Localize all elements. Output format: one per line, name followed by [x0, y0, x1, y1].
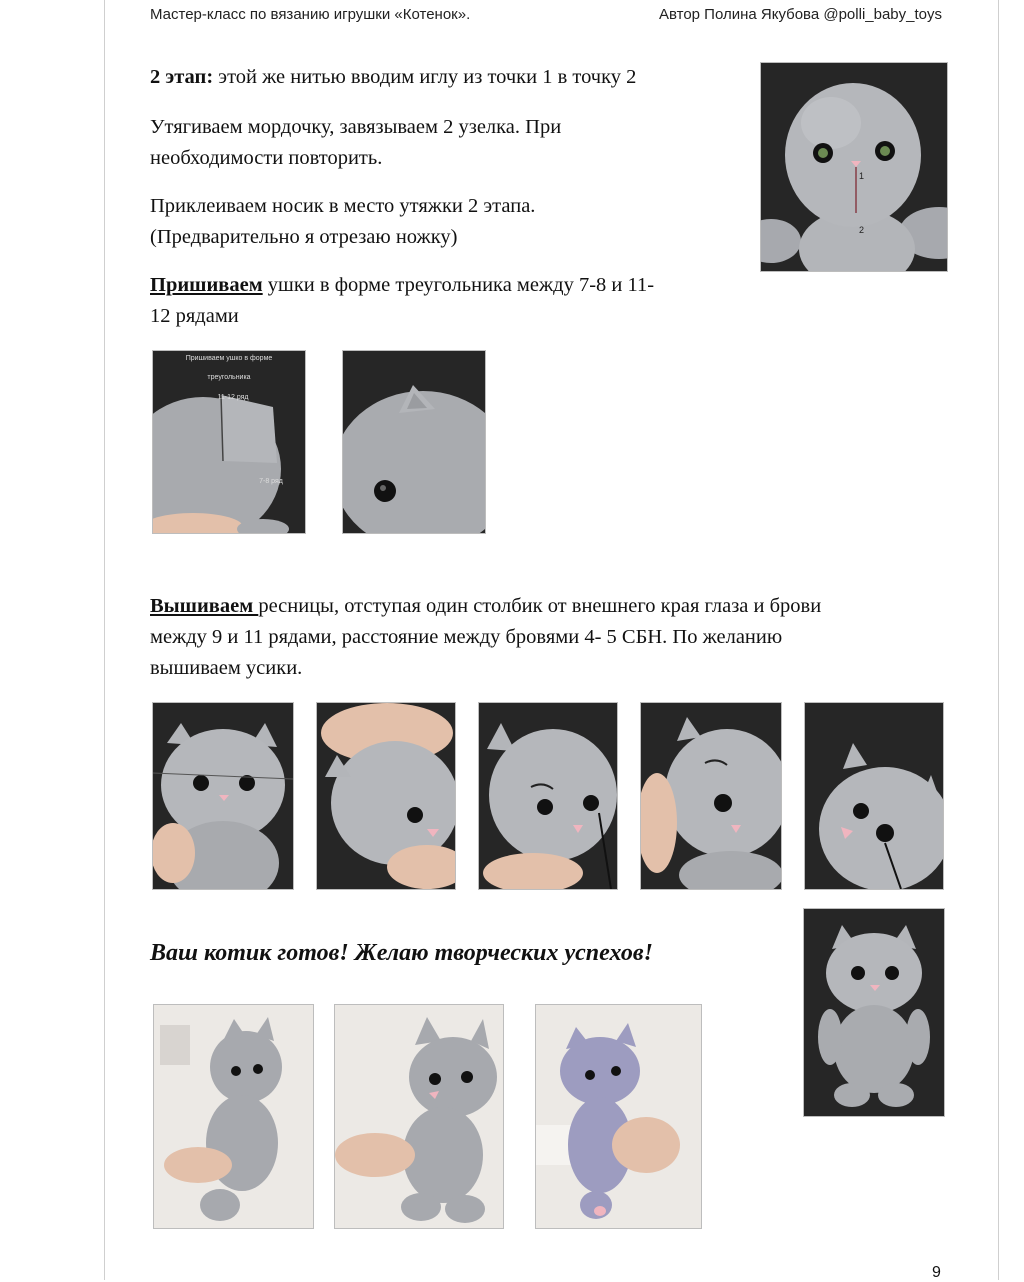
tighten-paragraph — [150, 112, 561, 174]
photo-ear-placement — [152, 350, 306, 534]
tighten-line-1: Утягиваем мордочку, завязываем 2 узелка. При — [150, 116, 562, 138]
embroidery-step-1-image — [153, 703, 293, 889]
lashes-line-3: вышиваем усики. — [150, 657, 303, 679]
photo-embroidery-step-4 — [640, 702, 782, 890]
photo-ear-sewn — [342, 350, 486, 534]
closing-message: Ваш котик готов! Желаю творческих успехов! — [150, 940, 653, 966]
ear-photo-title-2: треугольника — [207, 374, 251, 381]
finished-held-1-image — [154, 1005, 313, 1228]
lashes-paragraph — [150, 591, 821, 684]
finished-kitten-image — [804, 909, 944, 1116]
finished-held-3-image — [536, 1005, 701, 1228]
photo-embroidery-step-3 — [478, 702, 618, 890]
photo-face-points — [760, 62, 948, 272]
step2-label: 2 этап: — [150, 66, 214, 88]
step2-text: этой же нитью вводим иглу из точки 1 в точку 2 — [213, 66, 637, 88]
ear-placement-image — [153, 351, 305, 533]
ears-bold-word: Пришиваем — [150, 274, 263, 296]
ears-paragraph — [150, 270, 654, 332]
nose-line-1: Приклеиваем носик в место утяжки 2 этапа. — [150, 195, 536, 217]
ears-line-1: ушки в форме треугольника между 7-8 и 11- — [262, 274, 655, 296]
face-point-2-label: 2 — [859, 225, 865, 235]
lashes-line-1: ресницы, отступая один столбик от внешнего края глаза и брови — [258, 595, 822, 617]
header-title: Мастер-класс по вязанию игрушки «Котенок». — [150, 6, 471, 23]
page-header — [150, 6, 942, 28]
photo-embroidery-step-1 — [152, 702, 294, 890]
nose-paragraph — [150, 191, 535, 253]
photo-finished-held-1 — [153, 1004, 314, 1229]
photo-finished-held-2 — [334, 1004, 504, 1229]
ear-photo-title-1: Пришиваем ушко в форме — [185, 355, 273, 362]
photo-finished-kitten — [803, 908, 945, 1117]
photo-embroidery-step-2 — [316, 702, 456, 890]
embroidery-step-3-image — [479, 703, 617, 889]
embroidery-step-2-image — [317, 703, 455, 889]
page-edge-right — [998, 0, 999, 1280]
lashes-bold-word: Вышиваем — [150, 595, 259, 617]
face-point-1-label: 1 — [859, 171, 865, 181]
page-number: 9 — [932, 1264, 941, 1281]
photo-embroidery-step-5 — [804, 702, 944, 890]
finished-held-2-image — [335, 1005, 503, 1228]
step2-paragraph — [150, 62, 636, 93]
header-author: Автор Полина Якубова @polli_baby_toys — [658, 6, 942, 23]
ears-line-2: 12 рядами — [150, 305, 239, 327]
embroidery-step-4-image — [641, 703, 781, 889]
ear-photo-rows-bottom: 7-8 ряд — [259, 478, 283, 485]
lashes-line-2: между 9 и 11 рядами, расстояние между бровями 4- 5 СБН. По желанию — [150, 626, 783, 648]
face-photo-image — [761, 63, 947, 271]
nose-line-2: (Предварительно я отрезаю ножку) — [150, 226, 458, 248]
photo-finished-held-3 — [535, 1004, 702, 1229]
ear-sewn-image — [343, 351, 485, 533]
ear-photo-rows-top: 11-12 ряд — [217, 394, 249, 401]
tighten-line-2: необходимости повторить. — [150, 147, 383, 169]
page-edge-left — [104, 0, 105, 1280]
embroidery-step-5-image — [805, 703, 943, 889]
